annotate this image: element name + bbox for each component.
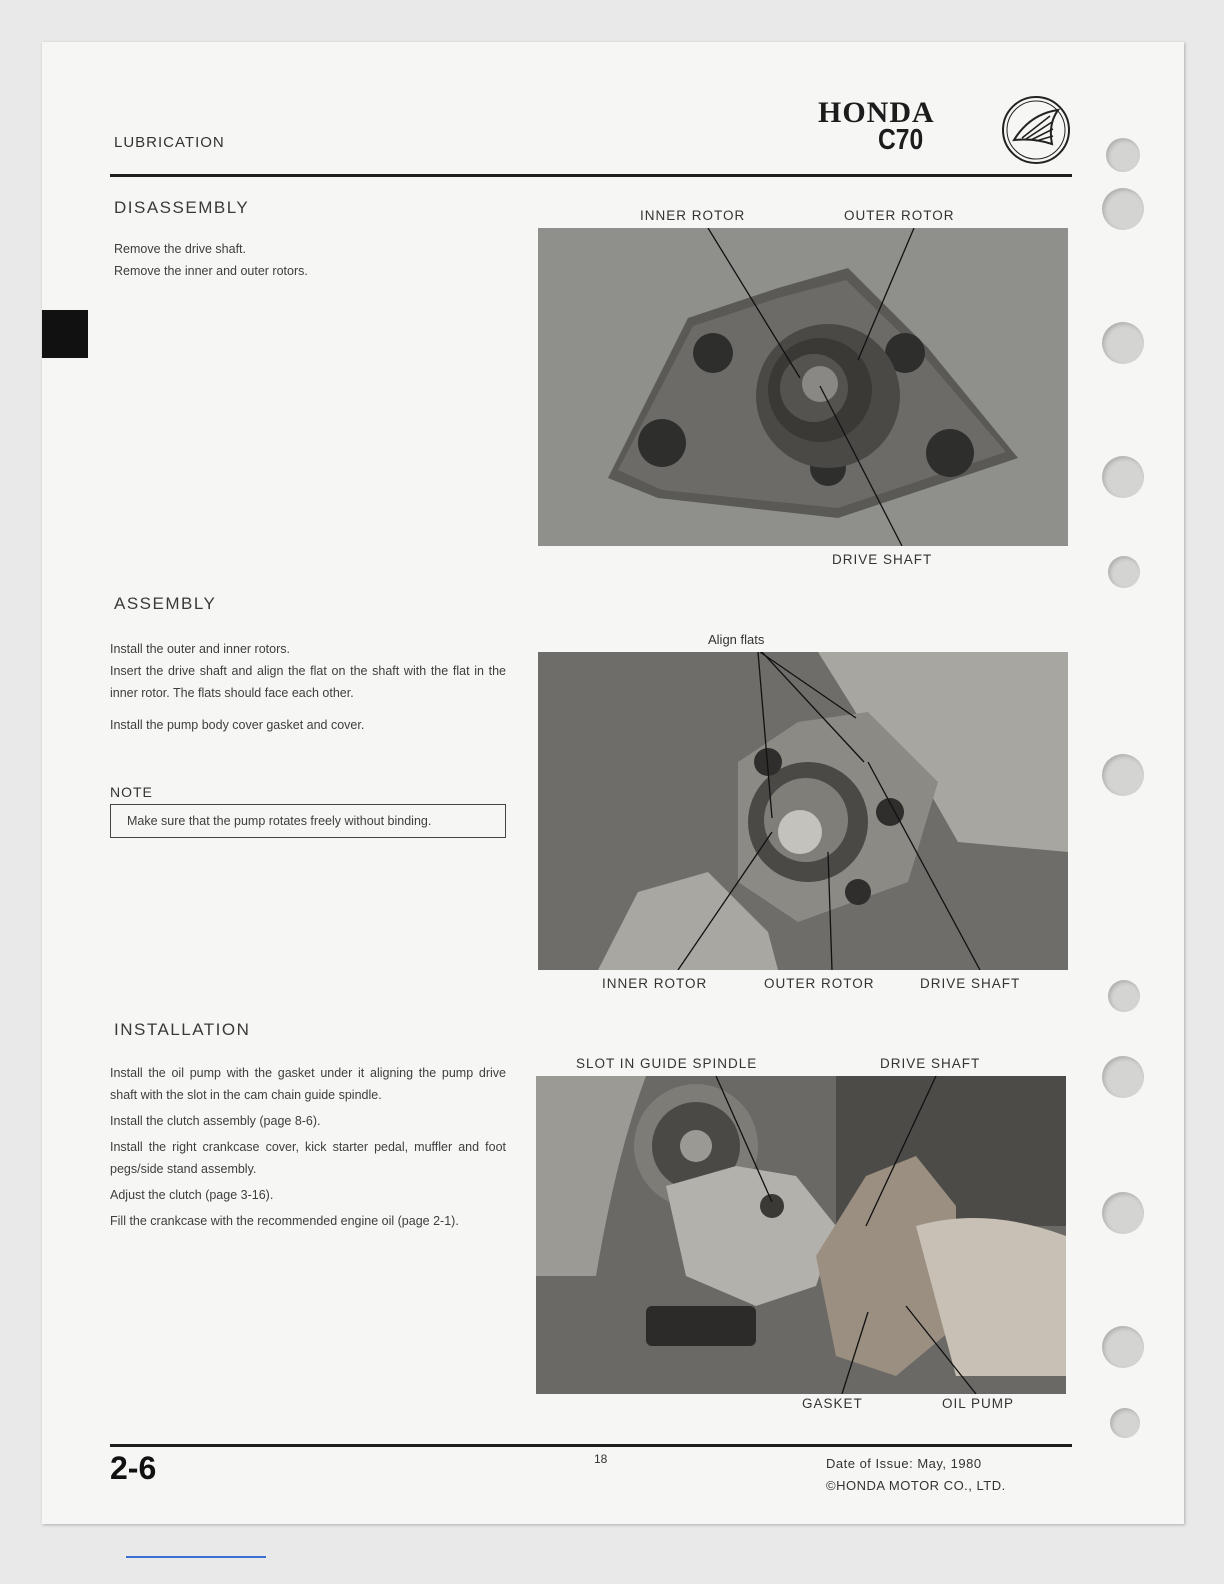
installation-heading: INSTALLATION [114,1020,251,1039]
disassembly-heading: DISASSEMBLY [114,198,250,217]
page-number: 2-6 [110,1450,157,1486]
note-label: NOTE [110,784,153,800]
label-inner-rotor-2: INNER ROTOR [602,976,708,991]
section-title: LUBRICATION [114,134,225,151]
assembly-heading: ASSEMBLY [114,594,217,613]
label-slot-guide-spindle: SLOT IN GUIDE SPINDLE [576,1056,758,1071]
disassembly-step: Remove the drive shaft. [114,242,247,256]
model-name: C70 [878,124,924,156]
note-box: Make sure that the pump rotates freely without binding. [110,804,506,838]
label-drive-shaft-2: DRIVE SHAFT [920,976,1021,991]
chapter-tab-marker [42,310,88,358]
installation-step: Install the clutch assembly (page 8-6). [110,1114,321,1128]
assembly-step: Install the pump body cover gasket and cover. [110,718,365,732]
sheet-number: 18 [594,1452,608,1466]
issue-date: Date of Issue: May, 1980 [826,1456,982,1471]
installation-steps [110,1062,506,1232]
binder-hole [1102,1326,1144,1368]
binder-hole [1102,456,1144,498]
footer-rule [110,1444,1072,1447]
figure-disassembly-photo [538,228,1068,546]
installation-step: Install the oil pump with the gasket under it aligning the pump drive shaft with the slot in the cam chain guide spindle. [110,1066,506,1102]
figure-assembly-photo [538,652,1068,970]
label-align-flats: Align flats [708,632,765,647]
label-drive-shaft-3: DRIVE SHAFT [880,1056,981,1071]
header-rule [110,174,1072,177]
binder-hole [1102,188,1144,230]
installation-step: Fill the crankcase with the recommended engine oil (page 2-1). [110,1214,459,1228]
binder-hole [1110,1408,1140,1438]
binder-hole [1102,322,1144,364]
binder-hole [1102,1192,1144,1234]
installation-step: Adjust the clutch (page 3-16). [110,1188,274,1202]
label-inner-rotor: INNER ROTOR [640,208,746,223]
disassembly-step: Remove the inner and outer rotors. [114,264,308,278]
copyright: ©HONDA MOTOR CO., LTD. [826,1478,1006,1493]
assembly-step: Install the outer and inner rotors. [110,642,290,656]
scan-artifact-line [126,1556,266,1558]
label-outer-rotor-2: OUTER ROTOR [764,976,875,991]
figure-installation-photo [536,1076,1066,1394]
assembly-step: Insert the drive shaft and align the flat on the shaft with the flat in the inner rotor. The flats should face each other. [110,664,506,700]
disassembly-steps [114,238,504,282]
binder-hole [1108,980,1140,1012]
label-drive-shaft: DRIVE SHAFT [832,552,933,567]
binder-hole [1102,754,1144,796]
label-oil-pump: OIL PUMP [942,1396,1015,1411]
label-outer-rotor: OUTER ROTOR [844,208,955,223]
binder-hole [1106,138,1140,172]
installation-step: Install the right crankcase cover, kick starter pedal, muffler and foot pegs/side stand assembly. [110,1140,506,1176]
manual-page [42,42,1184,1524]
label-gasket: GASKET [802,1396,863,1411]
binder-hole [1108,556,1140,588]
assembly-steps [110,638,506,736]
honda-logo-text: HONDA [818,96,935,129]
binder-hole [1102,1056,1144,1098]
honda-wing-icon [1000,94,1072,166]
